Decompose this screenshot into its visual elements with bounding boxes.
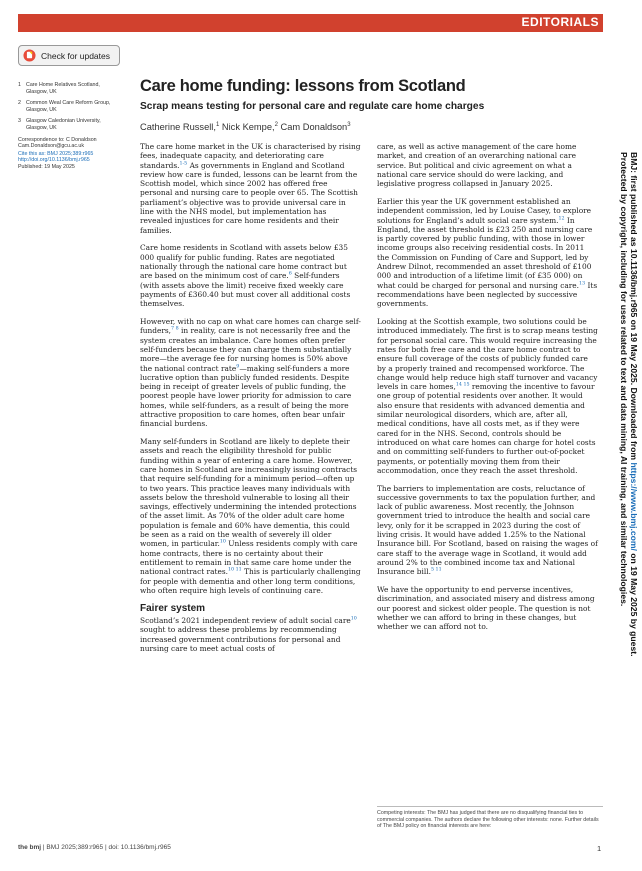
article-sidebar (18, 82, 114, 171)
body-paragraph: We have the opportunity to end perverse incentives, discrimination, and associated misery and distress among our poorest and sickest older people. The question is not whether we can afford to bring in these changes, but whether we can afford not to. (377, 585, 595, 632)
bmj-site-link[interactable]: https://www.bmj.com/ (629, 462, 639, 551)
section-label: EDITORIALS (521, 15, 599, 29)
reference-link[interactable]: 6 (288, 271, 292, 277)
reference-link[interactable]: 13 (579, 281, 586, 287)
page-footer (18, 844, 171, 851)
reference-link[interactable]: 10 (350, 616, 357, 622)
affiliation (18, 100, 114, 113)
reference-link[interactable]: 10 (219, 539, 226, 545)
section-heading: Fairer system (140, 602, 206, 614)
author-name: Cam Donaldson (280, 122, 348, 133)
affiliation-text: Care Home Relatives Scotland, Glasgow, UK (26, 82, 100, 95)
published-date: Published: 19 May 2025 (18, 163, 75, 170)
affiliation-number: 3 (18, 118, 21, 125)
article-title: Care home funding: lessons from Scotland (140, 77, 466, 95)
body-paragraph: However, with no cap on what care homes can charge self-funders,$^{7 8}$ in reality, care is not necessarily free and the system creates an imbalance. Care homes often prefer self-funders because they can charge them substantially more—the average fee for nursing homes is 50% above the national contract rate$^9$—making self-funders a more lucrative option than publicly funded residents. Despite being in receipt of greater levels of public funding, the poorest people have lower priority for admission to care homes, while self-funders, as a result of being the more attractive proposition to care homes, often bear unfair financial burdens. (140, 317, 361, 429)
footer-citation: | BMJ 2025;389:r965 | doi: 10.1136/bmj.r965 (41, 844, 171, 851)
body-paragraph: Scotland’s 2021 independent review of adult social care$^{10}$ sought to address these problems by recommending increased government contributions for personal and nursing care to meet actual costs of (140, 615, 357, 653)
check-for-updates-button[interactable] (18, 45, 120, 66)
author-list (140, 122, 580, 132)
reference-link[interactable]: 1-5 (179, 161, 188, 167)
check-for-updates-label: Check for updates (41, 50, 110, 61)
copyright-stamp (620, 152, 638, 842)
reference-link[interactable]: 5 11 (430, 567, 442, 573)
body-paragraph: Looking at the Scottish example, two solutions could be introduced immediately. The first is to scrap means testing for personal social care. This would require increasing the rates for both free care and the care home contract to ensure full coverage of the costs of publicly funded care by a properly trained and recompensed workforce. The change would help reduce high staff turnover and vacancy levels in care homes,$^{14 15}$ removing the incentive to favour one group of potential residents over another. It would also ensure that residents with advanced dementia and similar neurological disorders, which are, after all, medical conditions, have all costs met, as if they were cared for in the NHS. Second, controls should be introduced on what care homes can charge for hotel costs and on committing self-funders to further out-of-pocket payments, or potentially moving them from their accommodation, once they reach the asset threshold. (377, 317, 598, 475)
body-paragraph: The barriers to implementation are costs, reluctance of successive governments to tax the population further, and lack of public awareness. Most recently, the Johnson government tried to introduce the health and social care levy, only for it be scrapped in 2023 during the cost of living crisis. It would have added 1.25% to the National Insurance bill. For Scotland, based on raising the wages of care staff to the average wage in Scotland, it would add around 2% to the combined income tax and National Insurance bill.$^{5 11}$ (377, 483, 598, 577)
competing-interests: Competing interests: The BMJ has judged that there are no disqualifying financial ties to commercial companies. The authors declare the following other interests: none. Further details of The BMJ policy on financial interests are here: (377, 806, 603, 830)
author-affiliation: 3 (347, 122, 351, 128)
affiliation-number: 1 (18, 82, 21, 88)
reference-link[interactable]: 12 (558, 216, 565, 222)
author-affiliation: 2 (274, 122, 278, 128)
body-paragraph: The care home market in the UK is characterised by rising fees, inadequate capacity, and deteriorating care standards.$^{1-5}$ As governments in England and Scotland review how care is funded, lessons can be learnt from the Scottish model, which since 2002 has offered free personal and nursing care to people over 65. The Scottish parliament’s objective was to provide universal care in line with the NHS model, but implementation has revealed injustices for care home residents and their families. (140, 142, 361, 235)
crossmark-icon (23, 49, 36, 62)
body-paragraph: care, as well as active management of the care home market, and creation of an overarching national care service. But political and civic agreement on what a national care service should do were lacking, and legislative progress collapsed in January 2025. (377, 142, 577, 189)
affiliation (18, 82, 114, 95)
reference-link[interactable]: 9 (236, 364, 240, 370)
download-notice: BMJ: first published as 10.1136/bmj.r965 on 19 May 2025. Downloaded from https://www.bmj.com/ on 19 May 2025 by guest. (629, 152, 639, 657)
page-number: 1 (597, 844, 602, 853)
section-banner (18, 14, 603, 32)
doi-link[interactable]: http://doi.org/10.1136/bmj.r965 (18, 157, 90, 164)
body-column-right (377, 142, 598, 640)
author-name: Catherine Russell, (140, 122, 216, 133)
body-paragraph: Earlier this year the UK government established an independent commission, led by Louise Casey, to explore solutions for England’s adult social care system.$^{12}$ In England, the asset threshold is £23 250 and nursing care is partly covered by public funding, with those in lower income groups also receiving residential costs. In 2011 the Commission on Funding of Care and Support, led by Andrew Dilnot, recommended an asset threshold of £100 000 and introduction of a lifetime limit (of £35 000) on what could be charged for personal and nursing care.$^{13}$ Its recommendations have been neglected by successive governments. (377, 196, 598, 309)
copyright-notice: Protected by copyright, including for uses related to text and data mining, AI training, and similar technologies. (619, 152, 630, 607)
affiliation-text: Common Weal Care Reform Group, Glasgow, UK (26, 100, 111, 113)
affiliation-number: 2 (18, 100, 21, 107)
body-paragraph: Care home residents in Scotland with assets below £35 000 qualify for public funding. Rates are negotiated nationally through the national care home contract but are based on the minimum cost of care.$^6$ Self-funders (with assets above the limit) receive fixed weekly care payments of £360.40 but must cover all additional costs themselves. (140, 243, 351, 309)
body-column-left (140, 142, 361, 662)
affiliation-text: Glasgow Caledonian University, Glasgow, UK (26, 118, 101, 131)
author-affiliation: 1 (215, 122, 220, 128)
journal-logo: the bmj (18, 844, 42, 851)
affiliation (18, 118, 114, 131)
reference-link[interactable]: 14 15 (455, 382, 470, 388)
body-paragraph: Many self-funders in Scotland are likely to deplete their assets and reach the eligibility threshold for public funding within a year of entering a care home. However, care homes in Scotland are increasingly issuing contracts that require self-funding for a minimum period—often up to two years. This practice leaves many individuals with assets below the threshold vulnerable to losing all their savings, effectively undermining the intended protections of the asset limit. As 70% of the older adult care home population is female and 60% have dementia, this could be seen as a raid on the wealth of severely ill older women, in particular.$^{10}$ Unless residents comply with care home contracts, there is no certainty about their entitlement to remain in that same care home under the national contract rates.$^{10 11}$ This is particularly challenging for people with dementia and other long term conditions, who often require high levels of continuing care. (140, 437, 361, 595)
correspondence: Correspondence to: C Donaldson (18, 136, 97, 143)
author-name: Nick Kempe, (221, 122, 275, 133)
correspondence-email[interactable]: Cam.Donaldson@gcu.ac.uk (18, 143, 85, 150)
cite-as: Cite this as: BMJ 2025;389:r965 (18, 150, 94, 157)
reference-link[interactable]: 10 11 (227, 567, 242, 573)
article-subtitle: Scrap means testing for personal care and regulate care home charges (140, 101, 485, 112)
reference-link[interactable]: 7 8 (171, 326, 179, 332)
